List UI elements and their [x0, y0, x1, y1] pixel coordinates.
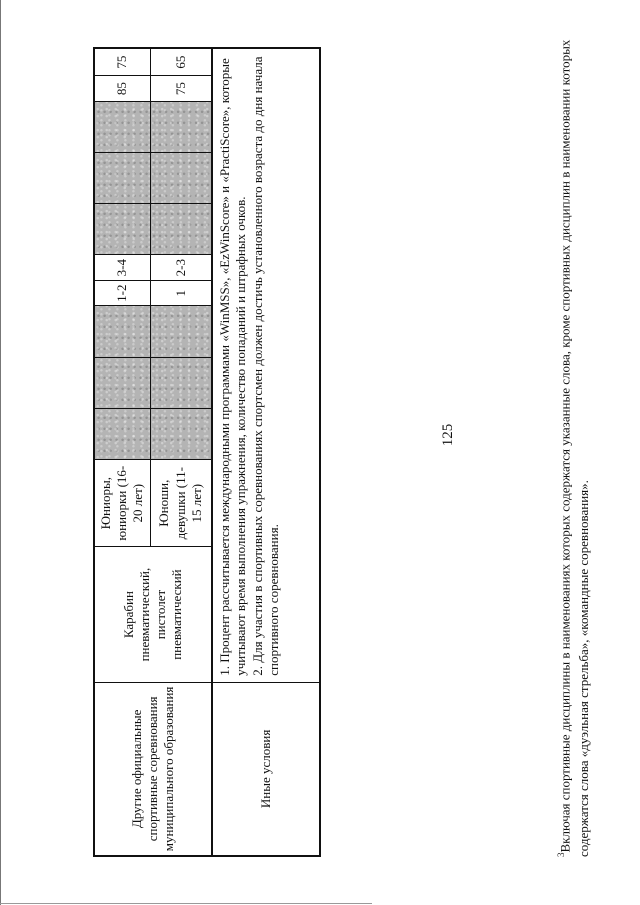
note-2: 2. Для участия в спортивных соревнованиях спортсмен должен достичь установленного возраста до дня начала спортивного соревнования. — [249, 56, 281, 676]
shaded-cell — [150, 408, 212, 459]
footnote-marker: 3 — [556, 852, 566, 857]
shaded-cell — [150, 153, 212, 204]
shaded-cell — [94, 408, 150, 459]
note-1: 1. Процент рассчитывается международными программами «WinMSS», «EzWinScore» и «PractiScore», которые учитывают время выполнения упражнения, количество попаданий и штрафных очков. — [217, 58, 249, 676]
footnote — [555, 27, 594, 857]
places-cell: 3-4 — [94, 255, 150, 281]
places-cell: 1-2 — [94, 280, 150, 306]
shaded-cell — [150, 101, 212, 152]
percent-cell: 75 — [94, 48, 150, 76]
percent-cell: 85 — [94, 76, 150, 102]
shaded-cell — [94, 204, 150, 255]
other-conditions-notes — [212, 48, 320, 682]
places-cell: 1 — [150, 280, 212, 306]
shaded-cell — [150, 306, 212, 357]
shaded-cell — [94, 101, 150, 152]
shaded-cell — [94, 357, 150, 408]
shaded-cell — [94, 306, 150, 357]
percent-cell: 65 — [150, 48, 212, 76]
page-number: 125 — [440, 423, 456, 447]
percent-cell: 75 — [150, 76, 212, 102]
shaded-cell — [94, 153, 150, 204]
places-cell: 2-3 — [150, 255, 212, 281]
shaded-cell — [150, 357, 212, 408]
age-group-juniors: Юниоры, юниорки (16-20 лет) — [94, 459, 150, 546]
table-row — [212, 48, 320, 856]
shaded-cell — [150, 204, 212, 255]
discipline-cell: Карабин пневматический, пистолет пневматический — [94, 547, 212, 682]
qualification-table — [93, 47, 319, 857]
footnote-text: Включая спортивные дисциплины в наименованиях которых содержатся указанные слова, кроме спортивных дисциплин в наименовании которых содержатся слова «дуэльная стрельба», «командные соревнования». — [557, 39, 592, 857]
table-row — [94, 48, 150, 856]
competition-category-cell: Другие официальные спортивные соревнования муниципального образования — [94, 682, 212, 856]
age-group-youth: Юноши, девушки (11-15 лет) — [150, 459, 212, 546]
other-conditions-label: Иные условия — [212, 682, 320, 856]
